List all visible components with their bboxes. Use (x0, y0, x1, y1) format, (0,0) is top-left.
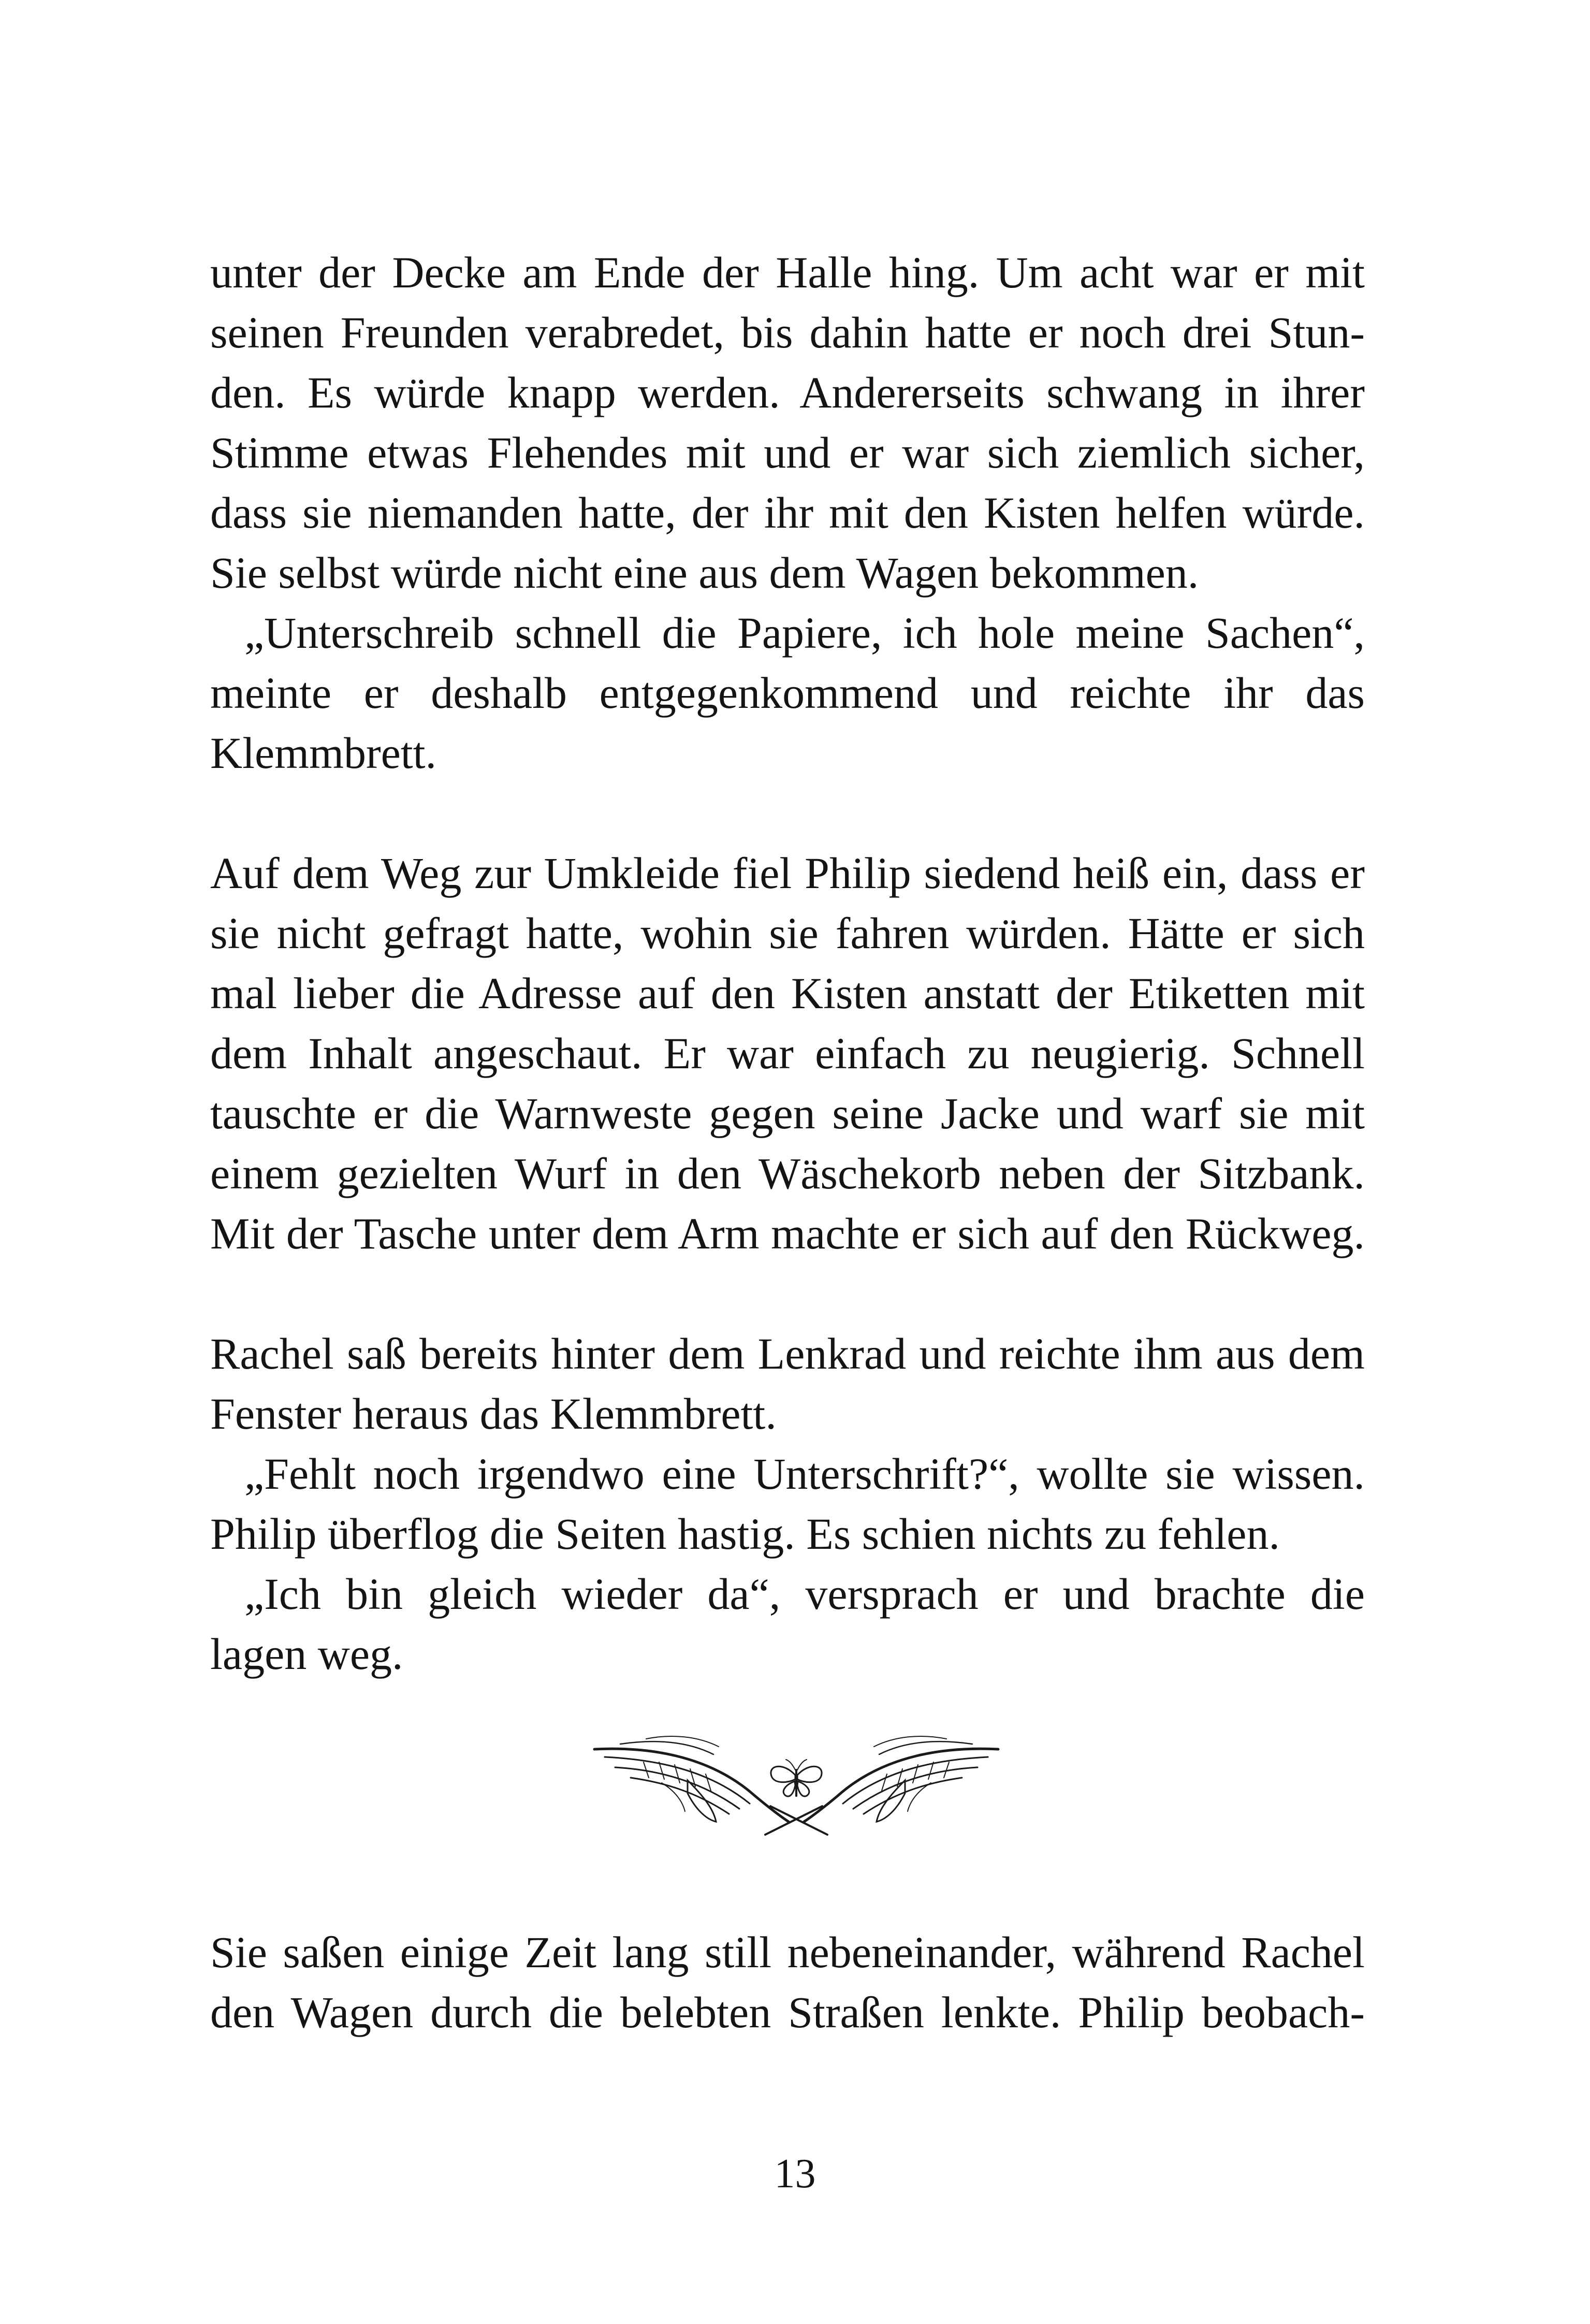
text-line: „Unterschreib schnell die Papiere, ich hole meine Sachen“, (244, 608, 1365, 658)
wings-butterfly-ornament (584, 1718, 1009, 1842)
text-line: den Wagen durch die belebten Straßen lenkte. Philip beobach- (210, 1987, 1365, 2037)
body-text-before-ornament (210, 242, 1365, 1684)
text-line: „Ich bin gleich wieder da“, versprach er und brachte die (244, 1569, 1365, 1619)
text-line: dass sie niemanden hatte, der ihr mit den Kisten helfen würde. (210, 488, 1365, 538)
body-text-after-ornament (210, 1922, 1365, 2042)
text-line: sie nicht gefragt hatte, wohin sie fahren würden. Hätte er sich (210, 908, 1365, 958)
page-number: 13 (774, 2151, 816, 2197)
text-line: Auf dem Weg zur Umkleide fiel Philip siedend heiß ein, dass er (210, 848, 1365, 898)
text-line: Philip überflog die Seiten hastig. Es schien nichts zu fehlen. (210, 1509, 1280, 1559)
text-line: mal lieber die Adresse auf den Kisten anstatt der Etiketten mit (210, 968, 1365, 1018)
text-line: unter der Decke am Ende der Halle hing. Um acht war er mit (210, 248, 1365, 297)
text-line: Rachel saß bereits hinter dem Lenkrad und reichte ihm aus dem (210, 1329, 1365, 1378)
text-line: Sie saßen einige Zeit lang still nebeneinander, während Rachel (210, 1927, 1365, 1977)
text-line: Mit der Tasche unter dem Arm machte er sich auf den Rückweg. (210, 1209, 1365, 1258)
text-line: dem Inhalt angeschaut. Er war einfach zu neugierig. Schnell (210, 1028, 1365, 1078)
text-line: „Fehlt noch irgendwo eine Unterschrift?“, wollte sie wissen. (244, 1449, 1365, 1499)
text-line: einem gezielten Wurf in den Wäschekorb neben der Sitzbank. (210, 1149, 1365, 1198)
text-line: meinte er deshalb entgegenkommend und reichte ihr das (210, 668, 1365, 718)
text-line: lagen weg. (210, 1629, 403, 1679)
text-line: tauschte er die Warnweste gegen seine Jacke und warf sie mit (210, 1088, 1365, 1138)
text-line: seinen Freunden verabredet, bis dahin hatte er noch drei Stun- (210, 308, 1365, 357)
text-line: Klemmbrett. (210, 728, 437, 778)
paragraph-gap (210, 1263, 1365, 1324)
text-line: den. Es würde knapp werden. Andererseits schwang in ihrer (210, 368, 1365, 417)
text-line: Sie selbst würde nicht eine aus dem Wagen bekommen. (210, 548, 1199, 598)
text-line: Fenster heraus das Klemmbrett. (210, 1389, 777, 1439)
paragraph-gap (210, 783, 1365, 843)
text-line: Stimme etwas Flehendes mit und er war sich ziemlich sicher, (210, 428, 1365, 477)
